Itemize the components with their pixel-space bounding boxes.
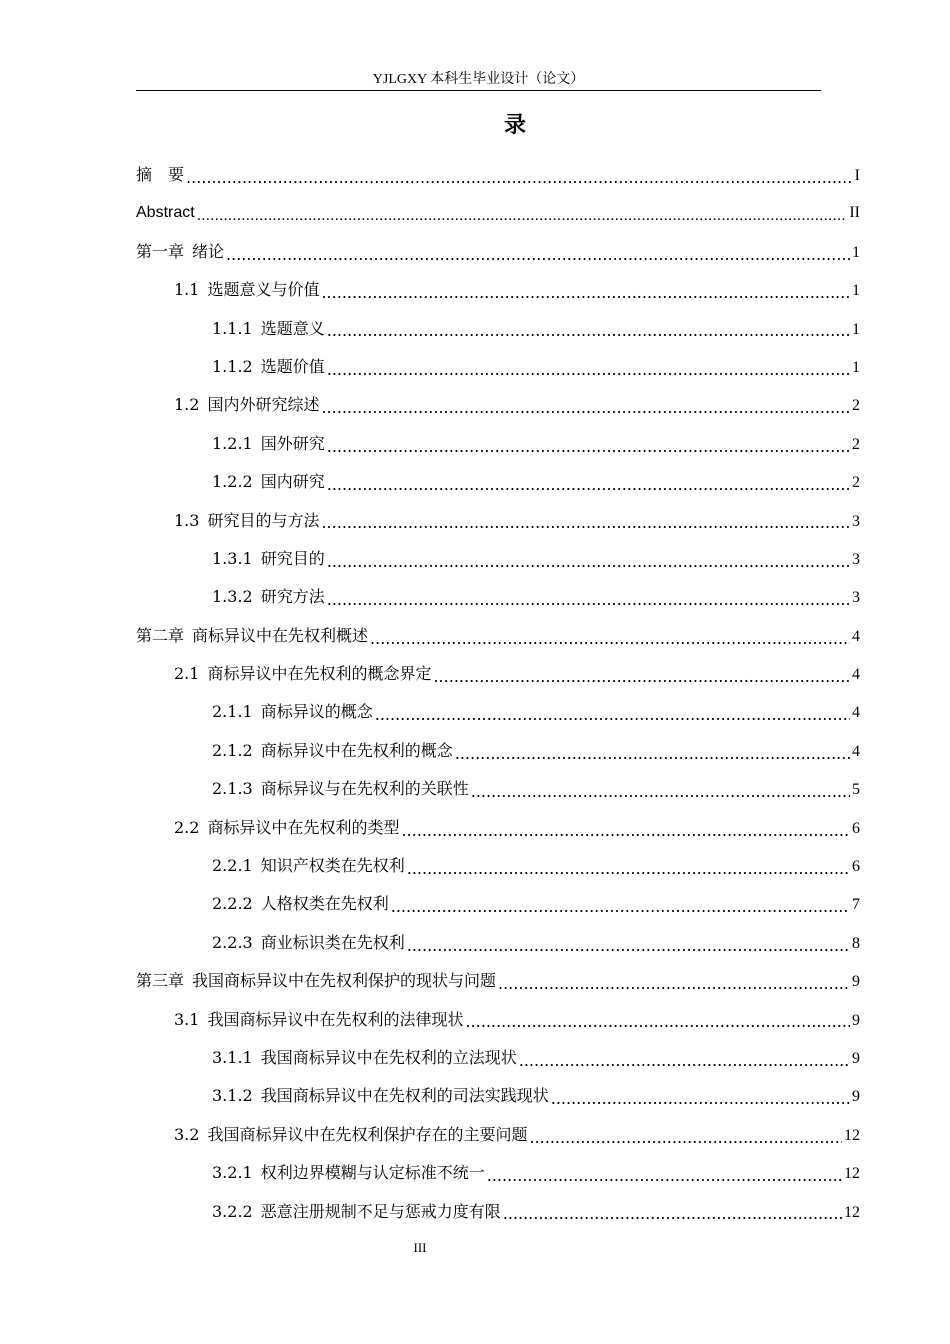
- toc-entry-title: Abstract: [136, 204, 195, 222]
- dot-leader: [529, 1130, 842, 1146]
- page-number: III: [413, 1240, 427, 1255]
- toc-entry[interactable]: [136, 1077, 860, 1115]
- toc-entry-number: 1.1.1: [212, 318, 253, 338]
- toc-title: 录: [503, 113, 526, 138]
- toc-entry[interactable]: [136, 578, 860, 616]
- dot-leader: [370, 631, 850, 647]
- toc-entry-title: 商标异议的概念: [260, 702, 373, 722]
- toc-entry-number: 1.2.1: [212, 433, 253, 453]
- toc-entry-page: 1: [852, 320, 860, 338]
- toc-entry[interactable]: [136, 540, 860, 578]
- toc-entry[interactable]: [136, 962, 860, 1000]
- toc-entry-number: 1.1.2: [212, 356, 253, 376]
- toc-entry-number: 3.2.2: [212, 1201, 253, 1221]
- toc-entry[interactable]: [136, 770, 860, 808]
- toc-entry-page: 9: [852, 1088, 860, 1106]
- toc-entry-page: 1: [852, 282, 860, 300]
- toc-entry-title: 我国商标异议中在先权利的立法现状: [260, 1047, 517, 1067]
- dot-leader: [407, 861, 850, 877]
- dot-leader: [327, 592, 850, 608]
- toc-entry-page: 8: [852, 934, 860, 952]
- toc-entry-page: 5: [852, 781, 860, 799]
- toc-entry-page: 9: [852, 1011, 860, 1029]
- dot-leader: [321, 285, 850, 301]
- toc-entry-title: 知识产权类在先权利: [260, 856, 405, 876]
- toc-entry-page: 2: [852, 474, 860, 492]
- toc-entry-number: 2.1.1: [212, 702, 253, 722]
- dot-leader: [407, 938, 850, 954]
- toc-entry[interactable]: [136, 1154, 860, 1192]
- dot-leader: [433, 669, 850, 685]
- toc-entry-title: 国外研究: [260, 433, 325, 453]
- toc-entry-page: 6: [852, 858, 860, 876]
- toc-entry-title: 我国商标异议中在先权利的法律现状: [207, 1009, 464, 1029]
- toc-entry-page: 4: [852, 627, 860, 645]
- toc-entry-page: 4: [852, 742, 860, 760]
- toc-entry-title: 恶意注册规制不足与惩戒力度有限: [260, 1201, 501, 1221]
- dot-leader: [391, 899, 850, 915]
- toc-entry-page: 7: [852, 896, 860, 914]
- dot-leader: [503, 1206, 842, 1222]
- toc-entry-title: 国内外研究综述: [207, 395, 320, 415]
- dot-leader: [186, 170, 853, 186]
- toc-entry-title: 商标异议中在先权利的概念: [260, 740, 453, 760]
- dot-leader: [327, 554, 850, 570]
- toc-entry-title: 权利边界模糊与认定标准不统一: [260, 1163, 485, 1183]
- toc-entry-number: 3.1: [174, 1009, 200, 1029]
- toc-entry-page: 4: [852, 666, 860, 684]
- toc-entry-title: 我国商标异议中在先权利保护的现状与问题: [192, 971, 497, 991]
- toc-entry-number: 1.2: [174, 395, 200, 415]
- toc-entry-page: I: [854, 167, 860, 184]
- toc-entry-number: 第二章: [136, 625, 185, 645]
- toc-entry-page: 1: [852, 243, 860, 261]
- toc-entry-number: 1.2.2: [212, 472, 253, 492]
- toc-entry-title: 摘 要: [136, 165, 185, 184]
- toc-entry-title: 商标异议与在先权利的关联性: [260, 779, 469, 799]
- toc-entry-page: 12: [844, 1126, 860, 1144]
- toc-entry[interactable]: [136, 847, 860, 885]
- toc-entry[interactable]: [136, 425, 860, 463]
- toc-entry-number: 2.2: [174, 817, 200, 837]
- toc-entry-number: 3.2.1: [212, 1163, 253, 1183]
- toc-entry-title: 我国商标异议中在先权利的司法实践现状: [260, 1086, 549, 1106]
- toc-entry-number: 3.1.1: [212, 1047, 253, 1067]
- toc-entry[interactable]: [136, 386, 860, 424]
- toc-entry-title: 选题意义与价值: [207, 280, 320, 300]
- dot-leader: [487, 1168, 842, 1184]
- toc-entry[interactable]: [136, 1193, 860, 1231]
- toc-entry-page: 3: [852, 589, 860, 607]
- dot-leader: [375, 707, 850, 723]
- toc-entry-page: 12: [844, 1203, 860, 1221]
- toc-entry-number: 第一章: [136, 241, 185, 261]
- table-of-contents: [136, 156, 860, 1231]
- toc-entry-number: 3.1.2: [212, 1086, 253, 1106]
- toc-entry-title: 绪论: [192, 241, 225, 261]
- toc-entry-page: 2: [852, 397, 860, 415]
- toc-entry-title: 商业标识类在先权利: [260, 932, 405, 952]
- toc-entry-page: 4: [852, 704, 860, 722]
- toc-entry-title: 我国商标异议中在先权利保护存在的主要问题: [207, 1124, 528, 1144]
- toc-entry-page: 3: [852, 550, 860, 568]
- toc-entry-number: 2.2.2: [212, 894, 253, 914]
- dot-leader: [519, 1053, 850, 1069]
- toc-entry-page: 9: [852, 1049, 860, 1067]
- dot-leader: [327, 323, 850, 339]
- dot-leader: [465, 1014, 850, 1030]
- toc-entry-page: 3: [852, 512, 860, 530]
- dot-leader: [226, 247, 850, 263]
- toc-entry[interactable]: [136, 271, 860, 309]
- toc-entry-page: 9: [852, 973, 860, 991]
- toc-entry[interactable]: [136, 732, 860, 770]
- toc-entry[interactable]: [136, 924, 860, 962]
- toc-entry-number: 2.1: [174, 664, 200, 684]
- toc-entry[interactable]: [136, 348, 860, 386]
- toc-entry[interactable]: [136, 310, 860, 348]
- dot-leader: [401, 823, 850, 839]
- toc-entry[interactable]: [136, 1001, 860, 1039]
- dot-leader: [455, 746, 850, 762]
- toc-entry[interactable]: [136, 693, 860, 731]
- dot-leader: [327, 362, 850, 378]
- dot-leader: [327, 477, 850, 493]
- toc-entry[interactable]: [136, 809, 860, 847]
- toc-entry-title: 商标异议中在先权利的类型: [207, 817, 400, 837]
- dot-leader: [471, 784, 850, 800]
- toc-entry[interactable]: [136, 1116, 860, 1154]
- toc-entry-title: 研究目的与方法: [207, 510, 320, 530]
- toc-entry-number: 2.2.3: [212, 932, 253, 952]
- toc-entry-page: 12: [844, 1165, 860, 1183]
- dot-leader: [327, 439, 850, 455]
- page-header: YJLGXY 本科生毕业设计（论文）: [136, 68, 821, 91]
- toc-entry-page: II: [849, 204, 860, 222]
- toc-entry[interactable]: [136, 655, 860, 693]
- dot-leader: [551, 1091, 850, 1107]
- toc-entry-title: 商标异议中在先权利的概念界定: [207, 664, 432, 684]
- toc-entry-number: 1.3.2: [212, 587, 253, 607]
- toc-entry-number: 1.1: [174, 280, 200, 300]
- toc-entry-page: 2: [852, 435, 860, 453]
- toc-entry-title: 选题价值: [260, 356, 325, 376]
- toc-entry[interactable]: [136, 194, 860, 232]
- toc-entry-title: 研究方法: [260, 587, 325, 607]
- toc-entry-number: 2.1.2: [212, 740, 253, 760]
- dot-leader: [321, 515, 850, 531]
- toc-entry-page: 6: [852, 819, 860, 837]
- toc-entry-title: 研究目的: [260, 548, 325, 568]
- toc-entry-title: 人格权类在先权利: [260, 894, 389, 914]
- toc-entry-page: 1: [852, 358, 860, 376]
- toc-entry[interactable]: [136, 617, 860, 655]
- toc-entry-number: 1.3.1: [212, 548, 253, 568]
- toc-entry-number: 1.3: [174, 510, 200, 530]
- dot-leader: [498, 976, 850, 992]
- dot-leader: [197, 208, 848, 224]
- toc-entry[interactable]: [136, 502, 860, 540]
- toc-entry-title: 选题意义: [260, 318, 325, 338]
- toc-entry-number: 第三章: [136, 971, 185, 991]
- toc-entry[interactable]: [136, 233, 860, 271]
- dot-leader: [321, 400, 850, 416]
- toc-entry-title: 国内研究: [260, 472, 325, 492]
- toc-entry[interactable]: [136, 1039, 860, 1077]
- toc-entry-number: 2.2.1: [212, 856, 253, 876]
- toc-entry-number: 3.2: [174, 1124, 200, 1144]
- toc-entry[interactable]: [136, 885, 860, 923]
- toc-entry[interactable]: [136, 156, 860, 194]
- toc-entry[interactable]: [136, 463, 860, 501]
- toc-entry-title: 商标异议中在先权利概述: [192, 625, 369, 645]
- toc-entry-number: 2.1.3: [212, 779, 253, 799]
